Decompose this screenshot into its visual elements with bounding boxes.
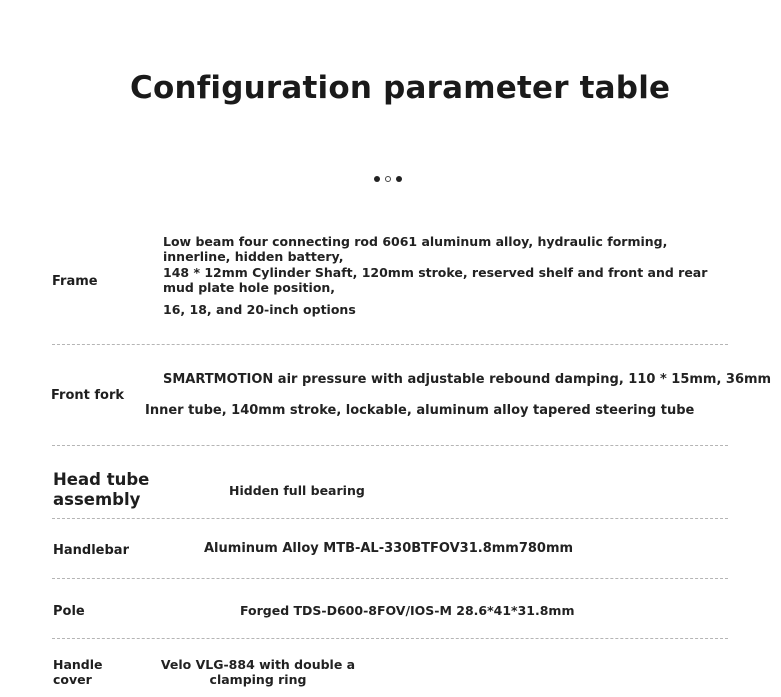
row-label-head-tube-assembly: Head tube assembly <box>53 470 150 509</box>
frame-spec-line: Low beam four connecting rod 6061 aluminum alloy, hydraulic forming, innerline, hidden battery, <box>163 234 668 264</box>
row-label-handle-cover: Handle cover <box>53 657 103 687</box>
row-label-frame: Frame <box>52 274 98 289</box>
row-separator <box>52 578 728 579</box>
head-tube-spec: Hidden full bearing <box>229 483 365 498</box>
frame-spec-line: 16, 18, and 20-inch options <box>163 302 356 317</box>
row-separator <box>52 518 728 519</box>
row-separator <box>52 638 728 639</box>
carousel-dot[interactable] <box>374 176 380 182</box>
handlebar-spec: Aluminum Alloy MTB-AL-330BTFOV31.8mm780mm <box>204 541 574 556</box>
row-label-front-fork: Front fork <box>51 388 125 403</box>
pole-spec: Forged TDS-D600-8FOV/IOS-M 28.6*41*31.8mm <box>240 603 575 618</box>
carousel-dot[interactable] <box>396 176 402 182</box>
handle-cover-spec: Velo VLG-884 with double a clamping ring <box>160 657 356 687</box>
row-label-pole: Pole <box>53 604 85 619</box>
carousel-indicator <box>374 176 402 182</box>
frame-spec-line: 148 * 12mm Cylinder Shaft, 120mm stroke, reserved shelf and front and rear mud plate hole position, <box>163 265 708 295</box>
row-label-handlebar: Handlebar <box>53 543 129 558</box>
row-separator <box>52 344 728 345</box>
front-fork-spec-line: Inner tube, 140mm stroke, lockable, aluminum alloy tapered steering tube <box>145 403 695 418</box>
carousel-dot-active[interactable] <box>385 176 391 182</box>
front-fork-spec-line: SMARTMOTION air pressure with adjustable rebound damping, 110 * 15mm, 36mm <box>163 372 772 387</box>
page-title: Configuration parameter table <box>130 70 671 106</box>
row-separator <box>52 445 728 446</box>
